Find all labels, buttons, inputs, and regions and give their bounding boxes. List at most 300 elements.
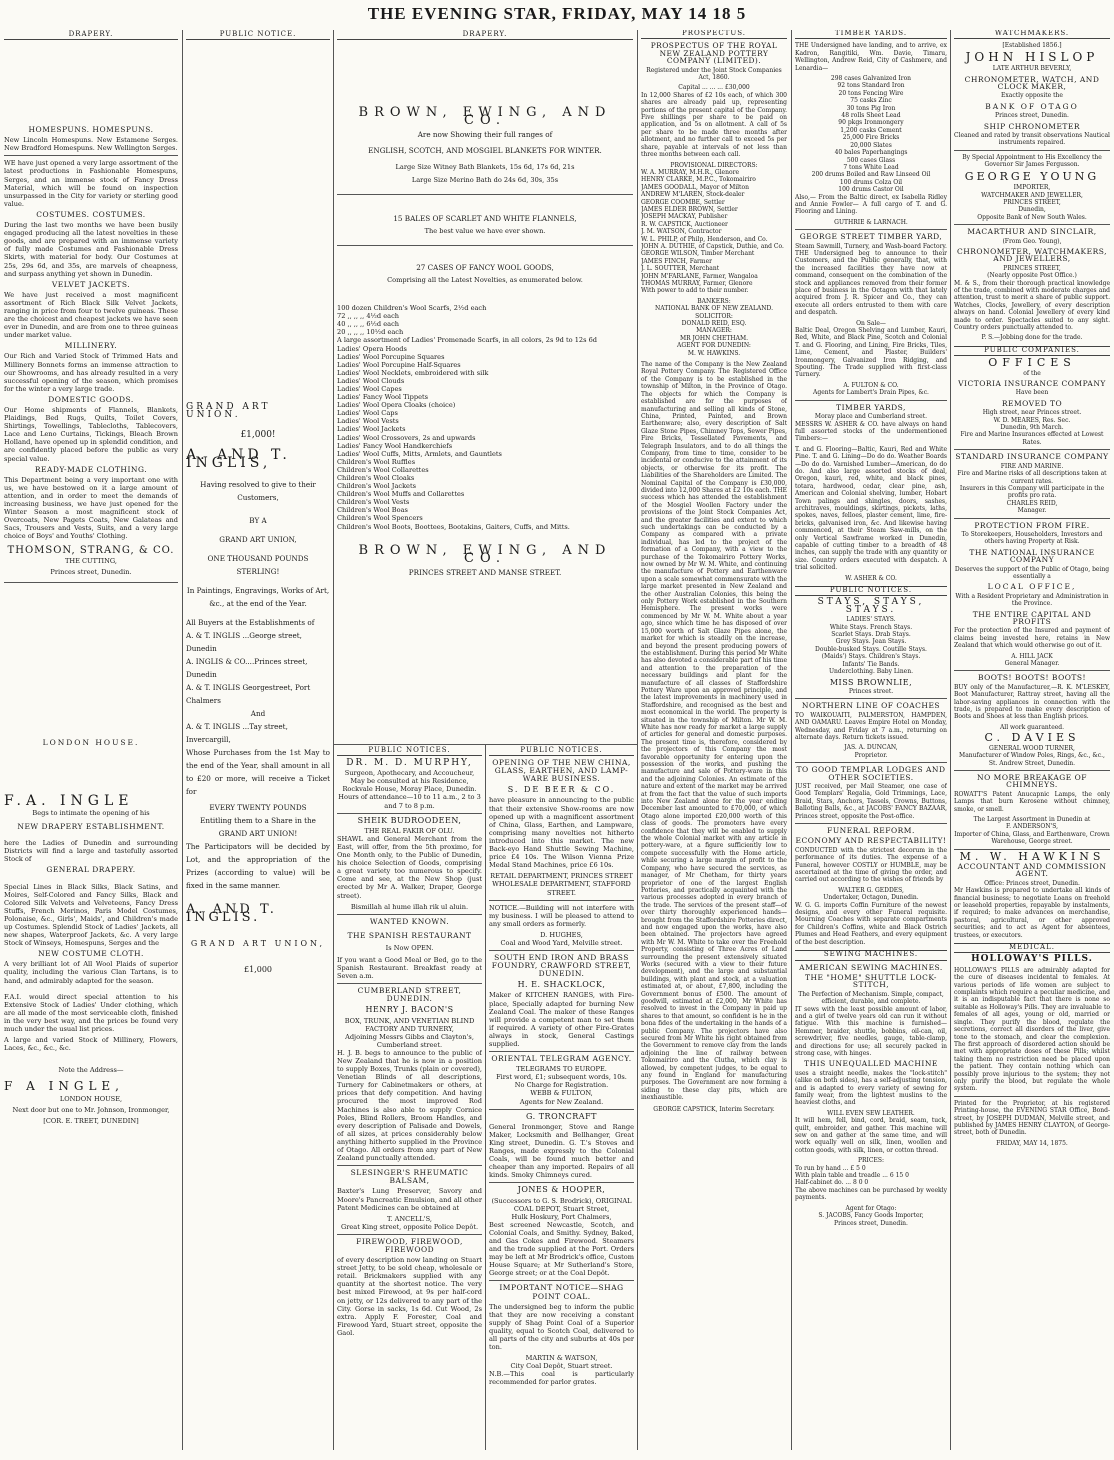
list-item: Underclothing. Baby Linen. — [829, 668, 913, 676]
ad-heading: IMPORTANT NOTICE—SHAG POINT COAL. — [499, 1283, 624, 1301]
ad-heading: SHEIK BUDROODEEN, — [357, 815, 462, 825]
fa-ingle-title: F A INGLE, — [4, 1079, 124, 1094]
section-heading: PUBLIC COMPANIES. — [954, 346, 1110, 356]
list-item: 500 cases Glass — [846, 156, 896, 164]
ad-sub: WEBB & FULTON, — [530, 1089, 593, 1098]
list-item: 72 ,, ,, ,, 4½d each — [337, 312, 400, 321]
ad-text: The best value we have ever shown. — [424, 226, 546, 235]
ad-heading: SLESINGER'S RHEUMATIC BALSAM, — [350, 1168, 469, 1186]
list-item: 92 tons Standard Iron — [837, 82, 905, 90]
ad-heading: BANK OF OTAGO — [985, 101, 1079, 111]
ad-heading: WANTED KNOWN. — [369, 916, 450, 926]
list-item: Ladies' Fancy Wool Tippets — [337, 393, 429, 402]
ad-heading: VELVET JACKETS. — [51, 279, 131, 289]
ad-text: Are now Showing their full ranges of — [417, 130, 553, 140]
ad-sub: Exactly opposite the — [1001, 92, 1063, 100]
ad-sub: F. ANDERSON'S, — [1005, 823, 1059, 831]
section-heading: PROSPECTUS. — [641, 30, 787, 39]
imprint-date: FRIDAY, MAY 14, 1875. — [996, 1139, 1068, 1147]
list-item: Ladies' Wool Necklets, embroidered with silk — [337, 368, 489, 377]
ad-text: Having resolved to give to their Customers, — [200, 479, 316, 502]
ad-sub: City Coal Depôt, Stuart street. — [510, 1362, 613, 1371]
ad-text: BY A — [249, 515, 267, 525]
ad-text: here the Ladies of Dunedin and surrounding Districts will find a large and tastefully assorted Stock of — [4, 839, 178, 864]
ad-sub: Agents for Lambert's Drain Pipes, &c. — [813, 389, 929, 397]
list-item: J. L. SOUTTER, Merchant — [641, 265, 720, 273]
ad-sub: PROVISIONAL DIRECTORS: — [670, 161, 758, 169]
ad-sub: The Largest Assortment in Dunedin at — [973, 815, 1091, 823]
ad-sub: M. W. HAWKINS. — [687, 349, 741, 357]
ad-heading: HENRY J. BACON'S — [365, 1005, 454, 1015]
ad-text: THE Undersigned beg to announce to their Customers, and the Public generally, that, with the increased facilities they have now at command, consequent on the combination of the stock and appliances removed from their former place of business in the Octagon with that lately acquired from J. R. Spicer and Co., they can execute all orders entrusted to them with care and despatch. — [795, 249, 947, 317]
ad-sub: GEORGE CAPSTICK, Interim Secretary. — [653, 1105, 775, 1113]
ad-text: NOTICE.—Building will not interfere with my business. I will be pleased to attend to any small orders as formerly. — [489, 903, 634, 928]
ad-text: It will hem, fell, bind, cord, braid, seam, tuck, quilt, embroider, and gather. This machine will sew on and gather at the same time, and will work equally well on silk, linen, woollen and cotton goods, with silk, linen, or cotton thread. — [795, 1117, 947, 1154]
ad-sub: On Sale— — [856, 319, 886, 327]
ad-sub: IMPORTER, — [1013, 184, 1051, 192]
ad-sub: Proprietor. — [854, 751, 888, 759]
ad-text: This Department being a very important one with us, we have bestowed on it a large amount of attention, and in order to meet the demands of increasing business, we have just opened for the Winter Season a most magnificent stock of Overcoats, New Pagets Coats, New Galateas and Sacs, Trousers and Vests, Suits, and a very large choice of Boys' and Youths' Clothing. — [4, 475, 178, 541]
list-item: With plain table and treadle ... 6 15 0 — [795, 1172, 909, 1180]
ad-heading: THE NATIONAL INSURANCE COMPANY — [969, 547, 1095, 565]
section-heading: PUBLIC NOTICES. — [795, 586, 947, 596]
ad-sub: Importer of China, Glass, and Earthenware, Crown Warehouse, George street. — [954, 830, 1110, 846]
ad-sub: Hulk Hoskury, Port Chalmers, — [511, 1212, 612, 1221]
list-item: JOHN M'FARLANE, Farmer, Wangaloa — [641, 272, 758, 280]
list-item: Children's Wool Spencers — [337, 514, 423, 523]
ad-heading: NEW DRAPERY ESTABLISHMENT. — [17, 822, 165, 832]
ad-sub: Great King street, opposite Police Depôt. — [340, 1222, 479, 1231]
ad-sub: First word, £1; subsequent words, 10s. — [496, 1073, 627, 1082]
column-public-notices-right — [489, 746, 634, 1446]
fa-ingle-title: F.A. INGLE — [4, 792, 134, 809]
ad-sub: D. HUGHES, — [540, 930, 583, 939]
ad-heading: READY-MADE CLOTHING. — [34, 464, 148, 474]
list-item: 100 dozen Children's Wool Scarfs, 2½d each — [337, 304, 487, 313]
ad-text: Maker of KITCHEN RANGES, with Fire-place, Specially adapted for burning New Zealand Coal. The maker of these Ranges will provide a competent man to set them if required. A variety of other Fire-Grates always in stock, General Castings supplied. — [489, 991, 634, 1048]
ad-text: The above machines can be purchased by weekly payments. — [795, 1186, 947, 1202]
ad-text: ROWATT'S Patent Anucapnic Lamps, the only Lamps that burn Kerosene without chimney, smoke, or smell. — [954, 790, 1110, 813]
list-item: 40 ,, ,, ,, 6½d each — [337, 320, 400, 329]
list-item: Ladies' Wool Opera Cloaks (choice) — [337, 401, 456, 410]
ad-heading: M. W. HAWKINS — [959, 849, 1105, 863]
ad-sub: LADIES' STAYS. — [846, 616, 896, 624]
column-prospectus — [641, 30, 787, 1450]
list-item: (Maids') Stays. Children's Stays. — [821, 653, 921, 661]
ad-heading: VICTORIA INSURANCE COMPANY — [958, 379, 1106, 389]
list-item: 100 drums Castor Oil — [838, 186, 904, 194]
list-item: Ladies' Wool Cuffs, Mitts, Armlets, and Gauntlets — [337, 449, 502, 458]
ad-text: Our Home shipments of Flannels, Blankets, Plaidings, Bed Rugs, Quilts, Toilet Covers, Shirtings, Towellings, Tablecloths, Tablecovers, Lace and Leno Curtains, Tickings, Bleach Brown Holland, have opened up in splendid condition, and are confidently placed before the public as very special value. — [4, 406, 178, 463]
ad-heading: TO GOOD TEMPLAR LODGES AND OTHER SOCIETIES. — [796, 765, 946, 782]
column-drapery — [4, 30, 178, 1450]
list-item: Children's Wool Boas — [337, 506, 408, 515]
note: Note the Address— — [58, 1066, 124, 1075]
list-item: HENRY CLARKE, M.P.C., Tokomairiro — [641, 176, 756, 184]
ad-heading: OPENING OF THE NEW CHINA, GLASS, EARTHEN, AND LAMP-WARE BUSINESS. — [492, 758, 631, 784]
section-heading: SEWING MACHINES. — [795, 950, 947, 960]
list-item: 20 tons Fencing Wire — [838, 89, 904, 97]
newspaper-title: THE EVENING STAR, FRIDAY, MAY 14 18 5 — [367, 4, 747, 23]
ad-sub: A. HILL JACK — [1011, 652, 1053, 660]
ad-heading: NO MORE BREAKAGE OF CHIMNEYS. — [977, 772, 1087, 790]
ad-sub: MR JOHN CHETHAM. — [679, 334, 749, 342]
ad-sub: AGENT FOR DUNEDIN: — [677, 342, 751, 350]
ad-text: Large Size Merino Bath do 24s 6d, 30s, 35s — [411, 175, 559, 184]
list-item: JAMES ELDER BROWN, Settler — [641, 205, 738, 213]
list-item: W. L. PHILP, of Philp, Henderson, and Co. — [641, 235, 768, 243]
prize: £1,000! — [240, 430, 276, 441]
list-item: Ladies' Wool Jackets — [337, 425, 406, 434]
ad-sub: By Special Appointment to His Excellency the Governor Sir James Fergusson. — [962, 153, 1102, 169]
list-item: THOMAS MURRAY, Farmer, Glenore — [641, 280, 753, 287]
ad-heading: JOHN HISLOP — [965, 49, 1099, 64]
ad-heading: GEORGE STREET TIMBER YARD, — [799, 232, 943, 242]
ad-text: IT sews with the least possible amount of labor, and a girl of twelve years old can run it without fatigue. With this machine is furnished—Hemmer, braider, shuttle, bobbins, oil-can, oil, screwdriver, five needles, gauge, table-clamp, and directions for use; all securely packed in strong case, with hinges. — [795, 1005, 947, 1057]
column-watchmakers — [954, 30, 1110, 1450]
ad-sub: MARTIN & WATSON, — [525, 1354, 598, 1363]
ad-sub: Adjoining Messrs Gibbs and Clayton's, Cumberland street. — [345, 1032, 474, 1049]
ad-text: Mr Hawkins is prepared to undertake all kinds of financial business; to negotiate Loans on freehold or leasehold properties, repayable by instalments, if required; to make advances on merchandise, pastoral, agricultural, or other approved securities; and to act as Agent for absentees, trustees, or executors. — [954, 887, 1110, 939]
ad-text: WE have just opened a very large assortment of the latest productions in Fashionable Homespuns, Serges, and an immense stock of Fancy Dress Material, which will be found on inspection unsurpassed in the City for variety or sterling good value. — [4, 159, 178, 208]
ad-sub: BANKERS: — [697, 297, 731, 305]
ad-sub: A. FULTON & CO. — [843, 381, 899, 389]
ad-heading: BOOTS! BOOTS! BOOTS! — [977, 673, 1087, 683]
ad-text: H. J. B. begs to announce to the public of New Zealand that he is now in a position to supply Boxes, Trunks (plain or covered), Venetian Blinds of all descriptions, Turnery for Cabinetmakers or others, at prices that defy competition. And having procured the most improved Rod Machines is also able to supply Cornice Poles, Blind Rollers, Broom Handles, and every description of Palisade and Dowels, of all sizes, at prices considerably below anything hitherto supplied in the Province of Otago. All orders from any part of New Zealand punctually attended. — [337, 1048, 482, 1163]
list-item: 100 drums Colza Oil — [839, 178, 903, 186]
ad-sub: TELEGRAMS TO EUROPE. — [516, 1065, 607, 1074]
list-item: Ladies' Opera Hoods — [337, 344, 407, 353]
ad-sub: WHOLESALE DEPARTMENT, STAFFORD STREET. — [492, 880, 631, 897]
ad-heading: ORIENTAL TELEGRAM AGENCY. — [491, 1054, 632, 1064]
ad-text: have pleasure in announcing to the public that their extensive Show-rooms are now opened up with a magnificent assortment of China, Glass, Earthen, and Lampware, comprising many novelties not hitherto introduced into this market. The new Back-eyo Hand Shuttle Sewing Machine, price £4 10s. The Wilson Vienna Prize Medal Stand Machines, price £6 10s. — [489, 796, 634, 870]
inglis-title: A. AND T. INGLIS, — [186, 447, 291, 472]
ad-text: A. & T. INGLIS ...Tay street, Invercargill, — [186, 721, 288, 744]
directors-list — [641, 169, 787, 295]
ad-text: TO WAIKOUAITI, PALMERSTON, HAMPDEN, AND OAMARU. Leaves Empire Hotel on Monday, Wednesday, and Friday at 7 a.m., returning on alternate days. Return tickets issued. — [795, 711, 947, 741]
ad-text: Entitling them to a Share in the — [200, 815, 316, 825]
ad-text: In 12,000 Shares of £2 10s each, of which 300 shares are already paid up, representing portions of the present capital of the Company. Five shillings per share to be paid on application, and 5s on allotment. A call of 5s per share to be made three months after allotment, and no further call to exceed 5s per share, payable at intervals of not less than three months between each call. — [641, 91, 787, 159]
column-rule — [485, 744, 486, 1450]
list-item: Double-busked Stays. Coutille Stays. — [815, 645, 927, 653]
ad-sub: BOX, TRUNK, AND VENETIAN BLIND FACTORY AND TURNERY, — [344, 1016, 475, 1033]
ad-sub: General Manager. — [1004, 660, 1060, 668]
ad-text: uses a straight needle, makes the "lock-stitch" (alike on both sides), has a self-adjusting tension, and is adapted to every variety of sewing for family wear, from the lightest muslins to the heaviest cloths, and — [795, 1069, 947, 1107]
list-item: Children's Wool Cloaks — [337, 474, 415, 482]
ad-text: We have just received a most magnificent assortment of Rich Black Silk Velvet Jackets, ranging in price from four to twelve guineas. These are the choicest and cheapest jackets we have seen ever in Dunedin, and are from one to three guineas under market value. — [4, 290, 178, 340]
ad-heading: STAYS, STAYS, STAYS. — [817, 597, 925, 615]
ad-text: Begs to intimate the opening of his — [32, 808, 150, 817]
ad-text: In Paintings, Engravings, Works of Art, &c., at the end of the Year. — [186, 585, 330, 608]
ad-heading: THE ENTIRE CAPITAL AND PROFITS — [972, 609, 1092, 626]
list-item: Ladies' Wool Crossovers, 2s and upwards — [337, 433, 476, 442]
list-item: 20 ,, ,, ,, 10½d each — [337, 328, 404, 337]
list-item: 200 drums Boiled and Raw Linseed Oil — [811, 171, 931, 179]
ad-text: A very brilliant lot of All Wool Plaids of superior quality, including the various Clan Tartans, is to hand, and admirably adapted for the season. — [4, 960, 178, 985]
ad-sub: Moray place and Cumberland street. — [814, 413, 928, 421]
column-rule — [637, 30, 638, 1450]
ad-sub: (Successors to G. S. Brodrick), ORIGINAL COAL DEPOT, Stuart Street, — [491, 1196, 632, 1213]
ad-text: A large and varied Stock of Millinery, Flowers, Laces, &c., &c., &c. — [4, 1036, 178, 1053]
list-item: 1,200 casks Cement — [840, 126, 902, 134]
ad-text: 27 CASES OF FANCY WOOL GOODS, — [416, 262, 554, 272]
ad-sub: GENERAL WOOD TURNER, — [989, 744, 1075, 752]
ad-text: Best screened Newcastle, Scotch, and Colonial Coals, and Smithy. Sydney, Baked, and Gas Cokes and Firewood. Steamers and the trade supplied at the Port. Orders may be left at Mr Brodrick's office, Custom House Square; at Mr Sutherland's Store, George street; or at the Coal Depôt. — [489, 1220, 634, 1278]
list-item: W. A. MURRAY, M.H.R., Glenore — [641, 168, 739, 176]
list-item: Ladies' Fancy Wool Handkerchiefs — [337, 441, 453, 450]
ad-sub: Princes street, Dunedin. — [995, 112, 1069, 120]
list-item: 90 pkgs Ironmongery — [838, 119, 904, 127]
ad-sub: Dunedin, — [1018, 206, 1046, 214]
list-item: 40 bales Paperhangings — [834, 149, 908, 157]
ad-heading: COSTUMES. COSTUMES. — [36, 209, 146, 219]
ad-sub: CHARLES REID, — [1006, 499, 1058, 507]
list-item: 7 tons White Lead — [843, 163, 899, 171]
ad-sub: WALTER G. GEDDES, — [838, 886, 904, 894]
ad-sub: Fire and Marine risks of all descriptions taken at current rates. — [957, 470, 1107, 485]
ad-sub: Manufacturer of Window Poles, Rings, &c., &c., St. Andrew Street, Dunedin. — [959, 752, 1105, 767]
ad-heading: FIREWOOD, FIREWOOD, FIREWOOD — [356, 1236, 463, 1254]
ad-sub: Manager. — [1017, 507, 1047, 515]
ad-text: The undersigned beg to inform the public that they are now receiving a constant supply of Shag Point Coal of a Superior quality, equal to Scotch Coal, delivered to all parts of the city and suburbs at 40s per ton. — [489, 1302, 634, 1352]
section-heading: PUBLIC NOTICE. — [186, 30, 330, 40]
ad-heading: REMOVED TO — [1001, 398, 1063, 408]
ad-sub: MANAGER: — [696, 327, 732, 335]
ad-heading: THE SPANISH RESTAURANT — [347, 930, 472, 940]
ad-heading: ACCOUNTANT AND COMMISSION AGENT. — [957, 861, 1107, 879]
list-item: 20,000 Slates — [850, 141, 892, 149]
ad-heading: GENERAL DRAPERY. — [46, 865, 136, 875]
ad-heading: AMERICAN SEWING MACHINES. — [799, 962, 943, 972]
list-item: JOHN A. DUTHIE, of Capstick, Duthie, and Co. — [641, 242, 784, 250]
ad-heading: PROTECTION FROM FIRE. — [974, 520, 1090, 530]
ad-heading: MISS BROWNLIE, — [829, 677, 913, 687]
list-item: Ladies' Wool Capes — [337, 384, 402, 393]
ad-sub: (From Geo. Young), — [1002, 237, 1062, 245]
ad-sub: Steam Sawmill, Turnery, and Wash-board Factory. — [795, 242, 947, 250]
ad-heading: PROSPECTUS OF THE ROYAL NEW ZEALAND POTTERY COMPANY (LIMITED). — [650, 41, 778, 66]
list-item: A large assortment of Ladies' Promenade Scarfs, in all colors, 2s 9d to 12s 6d — [337, 336, 597, 345]
london-house: LONDON HOUSE. — [42, 737, 140, 747]
ad-text: of every description now landing on Stuart street Jetty, to be sold cheap, wholesale or retail. Brickmakers supplied with any quantity at the shortest notice. The very best mixed Firewood, at 9s per half-cord on jetty, or 12s delivered to any part of the City. Gorse in sacks, 1s 6d. Cut Wood, 2s extra. Apply F. Forester, Coal and Firewood Yard, Stuart street, opposite the Gaol. — [337, 1256, 482, 1337]
ad-sub: No Charge for Registration. — [514, 1081, 609, 1090]
ad-heading: H. E. SHACKLOCK, — [517, 980, 606, 990]
imprint: Printed for the Proprietor, at his registered Printing-house, the EVENING STAR Office, Bond-street, by JOSEPH DUDMAN, Melville street, and published by JAMES HENRY CLAYTON, of George-street, both of Dunedin. — [954, 1099, 1110, 1137]
firm-name: THOMSON, STRANG, & CO. — [7, 544, 175, 556]
brown-ewing-title: BROWN, EWING, AND CO. — [358, 542, 612, 566]
price-list — [795, 1165, 947, 1187]
ad-sub: RETAIL DEPARTMENT, PRINCES STREET — [490, 872, 633, 881]
ad-heading: THE "HOME" SHUTTLE LOCK-STITCH, — [805, 972, 937, 990]
list-item: R. W. CAPSTICK, Auctioneer — [641, 220, 728, 228]
prize: £1,000 — [244, 964, 272, 974]
ad-sub: Cleaned and rated by transit observations Nautical instruments repaired. — [954, 132, 1110, 147]
ad-sub: Have been — [1015, 389, 1049, 397]
ad-sub: S. JACOBS, Fancy Goods Importer, — [818, 1212, 924, 1220]
ad-text: T. and G. Flooring—Baltic, Kauri, Red and White Pine. T. and G. Lining—Do do do. Weather Boards—Do do do. Varnished Lumber—American, do do do. And also large assorted stocks of deal, Oregon, kauri, red, white, and black pines, totara, hardwood, cedar, clear pine, ash, American and Colonial shelving, lumber, Hobart Town palings and shingles, doors, sashes, architraves, mouldings, skirtings, pickets, laths, spokes, naves, felloes, plaster cement, lime, fire-bricks, galvanised iron, &c. And likewise having commenced, at their Steam Saw-mills, on the only Vertical Sawframe worked in Dunedin, capable of cutting timber to a breadth of 48 inches, can supply the trade with any quantity or size. Country orders executed with despatch. A trial solicited. — [795, 445, 947, 572]
ad-text: New Lincoln Homespuns. New Estamene Serges. New Bradford Homespuns. New Wellington Serges. — [4, 136, 178, 153]
ad-text: A. & T. INGLIS ...George street, Dunedin — [186, 630, 302, 653]
ad-heading: NEW COSTUME CLOTH. — [38, 949, 144, 959]
ad-text: M. & S., from their thorough practical knowledge of the trade, combined with moderate charges and attention, trust to merit a share of public support. Watches, Clocks, Jewellery, of every description always on hand. Colonial Jewellery of every kind made to order. Spectacles suited to any sight. Country orders punctually attended to. — [954, 279, 1110, 331]
column-public-notices-left — [337, 746, 482, 1446]
ad-text: Is Now OPEN. — [385, 943, 434, 952]
ad-heading: GEORGE YOUNG — [964, 169, 1100, 183]
ad-sub: FIRE AND MARINE. — [1000, 462, 1064, 470]
firm-sub: THE CUTTING, — [64, 556, 118, 565]
ad-text: 15 BALES OF SCARLET AND WHITE FLANNELS, — [393, 213, 577, 223]
ad-sub: THE REAL FAKIR OF OLU. — [364, 826, 455, 835]
ad-sub: W. ASHER & CO. — [845, 574, 897, 582]
column-timber-yards — [795, 30, 947, 1450]
ad-sub: Coal and Wood Yard, Melville street. — [500, 938, 623, 947]
ad-heading: SOUTH END IRON AND BRASS FOUNDRY, CRAWFORD STREET, DUNEDIN. — [491, 953, 632, 979]
list-item: GEORGE WILSON, Timber Merchant — [641, 250, 755, 258]
ad-text: Also,— From the Baltic direct, ex Isabella Ridley and Annie Fowler— A full cargo of T. and G. Flooring and Lining. — [795, 193, 947, 216]
ad-sub: T. ANCELL'S, — [387, 1214, 432, 1223]
ad-text: If you want a Good Meal or Bed, go to the Spanish Restaurant. Breakfast ready at Seven a.m. — [337, 955, 482, 981]
ad-sub: WATCHMAKER AND JEWELLER, — [981, 191, 1083, 199]
london-house: LONDON HOUSE, — [59, 1094, 123, 1103]
ad-heading: TIMBER YARDS, — [836, 402, 906, 412]
ad-sub: PRINCES STREET, — [1003, 264, 1061, 272]
column-rule — [333, 30, 334, 1450]
ad-text: Bismillah al hume illah rik ul aluin. — [350, 902, 469, 911]
ad-sub: Agent for Otago: — [845, 1204, 897, 1212]
ad-text: PRINCES STREET AND MANSE STREET. — [408, 567, 562, 577]
ad-sub: JAS. A. DUNCAN, — [844, 744, 898, 752]
column-rule — [950, 30, 951, 1450]
ad-heading: STANDARD INSURANCE COMPANY — [955, 452, 1109, 462]
ad-text: CONDUCTED with the strictest decorum in the performance of its duties. The expense of a Funeral, however COSTLY or HUMBLE, may be ascertained at the time of giving the order, and carried out according to the wishes of friends by — [795, 846, 947, 884]
list-item: Half-cabinet do. ... 8 0 0 — [795, 1179, 869, 1187]
ad-text: Whose Purchases from the 1st May to the end of the Year, shall amount in all to £20 or more, will receive a Ticket for — [186, 747, 330, 796]
list-item: Infants' Tie Bands. — [842, 660, 900, 668]
ad-text: Large Size Witney Bath Blankets, 15s 6d, 17s 6d, 21s — [395, 163, 575, 172]
ad-sub: of the — [1023, 369, 1041, 377]
ad-heading: NORTHERN LINE OF COACHES — [801, 701, 941, 711]
ad-heading: THIS UNEQUALLED MACHINE — [804, 1059, 938, 1069]
ad-text: Next door but one to Mr. Johnson, Ironmonger, — [12, 1105, 170, 1114]
ad-sub: Deserves the support of the Public of Otago, being essentially a — [954, 565, 1110, 580]
ad-text: Baltic Deal, Oregon Shelving and Lumber, Kauri, Red, White, and Black Pine, Scotch and Colonial T. and G. Flooring, and Lining, Fire Bricks, Tiles, Lime, Cement, and Plaster, Builders' Ironmongery, Galvanized Iron Ridging, and Spouting. The Trade supplied with first-class Turnery. — [795, 327, 947, 379]
ad-text: F.A.I. would direct special attention to his Extensive Stock of Ladies' Under clothing, which are all made of the most serviceable cloth, finished in the very best way, and the prices be found very much under the usual list prices. — [4, 992, 178, 1034]
ad-text: THE Undersigned have landing, and to arrive, ex Kadron, Rangitiki, Wm. Davie, Timaru, Wellington, Andrew Reid, City of Cashmere, and Lenardia— — [795, 42, 947, 72]
ad-heading: HOMESPUNS. HOMESPUNS. — [28, 125, 154, 135]
masthead — [0, 0, 1114, 26]
inglis-title: A. AND T. INGLIS. — [186, 901, 277, 925]
ad-text: For the protection of the Insured and payment of claims being invested here, retains in New Zealand that which would otherwise go out of it. — [954, 627, 1110, 650]
column-drapery-brown — [337, 30, 633, 740]
section-heading: MEDICAL. — [954, 943, 1110, 953]
ad-text: GRAND ART UNION, — [219, 534, 297, 544]
ad-sub: NATIONAL BANK OF NEW ZEALAND. — [654, 305, 774, 313]
list-item: ANDREW M'LAREN, Stock-dealer — [641, 191, 745, 199]
ad-text: Comprising all the Latest Novelties, as enumerated below. — [387, 275, 583, 284]
ad-sub: Agents for New Zealand. — [519, 1097, 604, 1106]
ad-sub: Insurers in this Company will participate in the profits pro rata. — [959, 484, 1105, 500]
list-item: Children's Wool Jackets — [337, 482, 416, 491]
list-item: JOSEPH MACKAY, Publisher — [641, 213, 728, 221]
list-item: Ladies' Wool Caps — [337, 409, 398, 418]
list-item: JAMES FINCH, Farmer — [641, 257, 713, 265]
ad-text: Special Lines in Black Silks, Black Satins, and Moires, Self-Colored and Fancy Silks, Black and Colored Silk Velvets and Velveteens, Fancy Dress Stuffs, French Merinos, Paris Model Costumes, Polonaise, &c., Girls', Maids', and Children's made up Costumes. Splendid Stock of Ladies' Jackets, all new shapes, Waterproof Jackets, &c. A very large Stock of Winseys, Homespuns, Serges and the — [4, 882, 178, 948]
ad-sub: Office: Princes street, Dunedin. — [984, 879, 1080, 887]
ad-heading: DOMESTIC GOODS. — [48, 394, 134, 404]
list-item: 30 tons Pig Iron — [846, 104, 896, 112]
section-heading: TIMBER YARDS. — [795, 30, 947, 39]
ad-heading: S. DE BEER & CO. — [507, 785, 616, 795]
ad-text: During the last two months we have been busily engaged producing all the latest novelties in these goods, and are prepared with an immense variety of fully made Costumes and Fashionable Dress Skirts, with material for body. Our Costumes at 25s, 29s 6d, and 35s, are marvels of cheapness, and surpass anything yet shown in Dunedin. — [4, 221, 178, 278]
ad-sub: All work guaranteed. — [999, 723, 1065, 731]
ad-sub: Princes street. — [848, 687, 894, 695]
list-item: Ladies' Wool Clouds — [337, 376, 405, 385]
column-public-notice — [186, 30, 330, 1450]
list-item: Ladies' Wool Vests — [337, 417, 399, 426]
ad-text: The name of the Company is the New Zealand Royal Pottery Company. The Registered Office of the Company is to be established in the township of Milton, in the Province of Otago. The objects for which the Company is established are for the purposes of manufacturing and selling all kinds of Stone, China, Printed, Painted, and Brown Earthenware; also, every description of Salt Glaze Stone Pipes, Chimney Tops, Sewer Pipes, Fire Bricks, Tessellated Pavements, and Telegraph Insulators, and to do all things the Company, from time to time, consider to be incidental or conducive to the attainment of its objects, or otherwise for its profit. The Liabilities of the Shareholders are Limited. The Nominal Capital of the Company is £30,000, divided into 12,000 Shares at £2 10s each. THE success which has attended the establishment of the Mosgiel Woollen Factory under the provisions of the Joint Stock Companies Act, and the greater facilities and extent to which such undertakings can be conducted by a Company as compared with a private individual, has led to the project of the formation of a Company, with a view to the purchase of the Tokomairiro Pottery Works, now owned by Mr W. M. White, and continuing the manufacture of Pottery and Earthenware upon a scale somewhat commensurate with the large market presented in New Zealand and the other Australian Colonies, this being the only Pottery Work established in the Southern Hemisphere. The present works were commenced by Mr W. M. White about a year ago, since which time he has disposed of over 15,000 worth of Salt Glaze Pipes alone, the market for which is steadily on the increase, and beyond the present producing powers of the establishment. During this period Mr White has also devoted a considerable part of his time and attention to the preparation of the necessary buildings and plant for the manufacture of all classes of Staffordshire Pottery Ware upon an approved principle, and the latest improvements in machinery used in Staffordshire, and recognised as the best and most economical in the world. The property is situated in the township of Milton. Mr W. M. White has now ready for market a large supply of articles for general and domestic purposes. The present time is, therefore, considered by the projectors of this Company the most favorable opportunity for entering upon the possession of the works, and pushing the manufacture and sale of Pottery-ware in this and the adjoining Colonies. An estimate of the nature and extent of the market may be arrived at from the fact that the value of such imports into New Zealand alone for the year ending December last amounted to £70,000, of which Otago alone imported £20,000 worth of this class of goods. The promoters have every confidence that they will be enabled to supply the whole Colonial market with any article in pottery-ware, at a figure sufficiently low to compete successfully with the Home article, while securing a large margin of profit to the Company, who have secured the services, as manager, of Mr Chetham, for thirty years proprietor of one of the largest English Potteries, and practically acquainted with the various processes adopted in every branch of the trade. The services of the present staff—of over thirty thoroughly experienced hands—brought from the Staffordshire Potteries direct, and now engaged upon the works, have also been obtained. The projectors have agreed with Mr W. M. White to take over the Freehold Property, consisting of Three Acres of Land surrounding the present extensively situated Works (secured with a view to their future development), and the large and substantial buildings, with plant and stock, at a valuation estimated at, or about, £7,800, including the Government bonus of £500. The amount of goodwill, estimated at £2,000, Mr White has resolved to invest in the Company in paid up shares to that amount, so confident is he in the bona fides of the undertaking in the hands of a public Company. The projectors have also secured from Mr White his right obtained from the Government to remove clay from the lands adjoining the line of railway between Tokomairiro and the Clutha, which clay is allowed, by competent judges, to be equal to any found in England for manufacturing purposes. The Government are now forming a siding to these clay pits, which are inexhaustible. — [641, 361, 787, 1102]
ad-text: Baxter's Lung Preserver, Savory and Moore's Pancreatic Emulsion, and all other Patent Medicines can be obtained at — [337, 1187, 482, 1212]
ad-heading: DR. M. D. MURPHY, — [346, 758, 473, 769]
goods-list — [795, 75, 947, 194]
ad-heading: CHRONOMETER, WATCHMAKERS, AND JEWELLERS, — [956, 246, 1108, 264]
ad-text: BUY only of the Manufacturer,—R. K. M'LESKEY, Boot Manufacturer, Rattray street, having all the labor-saving appliances in connection with the trade, is prepared to make every description of Boots and Shoes at less than English prices. — [954, 683, 1110, 721]
ad-text: W. G. G. imports Coffin Furniture of the newest designs, and every other Funeral requisite. Mourning Coaches with separate compartments for Children's Coffins, white and Black Ostrich Plumes and Head Feathers, and every equipment of the best description. — [795, 901, 947, 946]
ad-sub: Undertaker, Octagon, Dunedin. — [823, 894, 919, 902]
ad-sub: Opposite Bank of New South Wales. — [977, 213, 1087, 221]
ad-heading: ECONOMY AND RESPECTABILITY! — [795, 836, 947, 846]
ad-text: General Ironmonger, Stove and Range Maker, Locksmith and Bellhanger, Great King street, Dunedin. G. T.'s Stoves and Ranges, made expressly to the Colonial Coals, will be found much better and cheaper than any imported. Repairs of all kinds. Smoky Chimneys cured. — [489, 1122, 634, 1180]
ad-text: JUST received, per Mail Steamer, one case of Good Templars' Regalia, Gold Trimmings, Lace, Braid, Stars, Anchors, Tassels, Crowns, Buttons, Balloting Balls, &c., at JACOBS' FANCY BAZAAR, Princes street, opposite the Post-office. — [795, 782, 947, 820]
ad-text: Our Rich and Varied Stock of Trimmed Hats and Millinery Bonnets forms an immense attraction to our Showrooms, and has already resulted in a very successful opening of the season, which promises for the winter a very large trade. — [4, 352, 178, 393]
list-item: Children's Wool Ruffles — [337, 457, 416, 466]
ad-text: ONE THOUSAND POUNDS STERLING! — [207, 553, 309, 576]
ad-sub: SOLICITOR: — [695, 312, 733, 320]
ad-heading: LOCAL OFFICE, — [987, 582, 1077, 592]
ad-heading: HOLLOWAY'S PILLS. — [971, 954, 1093, 965]
goods-list — [337, 304, 633, 531]
list-item: Grey Stays. Jean Stays. — [835, 638, 907, 646]
ad-sub: Fire and Marine Insurances effected at Lowest Rates. — [960, 431, 1104, 446]
list-item: Children's Wool Vests — [337, 498, 410, 507]
list-item: Children's Wool Boots, Boottees, Bootakins, Gaiters, Cuffs, and Mitts. — [337, 522, 570, 531]
ad-sub: Dunedin, 9th March. — [1000, 424, 1064, 432]
ad-text: [COR. E. TREET, DUNEDIN] — [43, 1116, 139, 1125]
ad-text: HOLLOWAY'S PILLS are admirably adapted for the cure of diseases incidental to females. At various periods of life women are subject to complaints which require a peculiar medicine, and it is an indisputable fact that there is none so suitable as Holloway's Pills. They are invaluable to females of all ages, young or old, married or single. They purify the blood, regulate the secretions, correct all disorders of the liver, give tone to the stomach, and clear the complexion. The first approach of disordered action should be met with appropriate doses of these Pills; whilst taking them no restriction need be placed upon the patient. They contain nothing which can possibly prove injurious to the system; they not only purify the blood, but regulate the whole system. — [954, 966, 1110, 1093]
list-item: Scarlet Stays. Drab Stays. — [831, 631, 911, 639]
ad-sub: DONALD REID, ESQ. — [681, 320, 747, 328]
ad-sub: W. D. MEARES, Res. Sec. — [993, 416, 1071, 424]
list-item: Children's Wool Muffs and Collarettes — [337, 490, 465, 499]
ad-text: GRAND ART UNION, — [190, 938, 326, 948]
ad-text: Surgeon, Apothecary, and Accoucheur, May be consulted at his Residence, Rockvale House, Moray Place, Dunedin. Hours of attendance—10 to 11 a.m., 2 to 3 and 7 to 8 p.m. — [338, 769, 481, 810]
list-item: Ladies' Wool Porcupine Squares — [337, 352, 445, 361]
ad-heading: CUMBERLAND STREET, DUNEDIN. — [357, 986, 462, 1004]
column-rule — [791, 30, 792, 1450]
ad-heading: CHRONOMETER, WATCH, AND CLOCK MAKER, — [964, 74, 1100, 92]
list-item: White Stays. French Stays. — [829, 623, 913, 631]
list-item: 298 cases Galvanized Iron — [830, 75, 912, 83]
ad-sub: With a Resident Proprietary and Administration in the Province. — [955, 592, 1109, 608]
ad-heading: FUNERAL REFORM. — [827, 826, 915, 835]
list-item: Children's Wool Collarettes — [337, 465, 429, 474]
ad-text: The Participators will be decided by Lot, and the appropriation of the Prizes (according to value) will be fixed in the same manner. — [186, 841, 330, 890]
ad-sub: High street, near Princes street. — [982, 409, 1082, 417]
ad-sub: PRICES: — [857, 1157, 885, 1165]
list-item: With power to add to their number. — [641, 287, 749, 295]
ad-heading: GRAND ART UNION. — [186, 402, 271, 421]
ad-sub: To Storekeepers, Householders, Investors and others having Property at Risk. — [961, 530, 1103, 546]
section-heading: WATCHMAKERS. — [954, 30, 1110, 39]
